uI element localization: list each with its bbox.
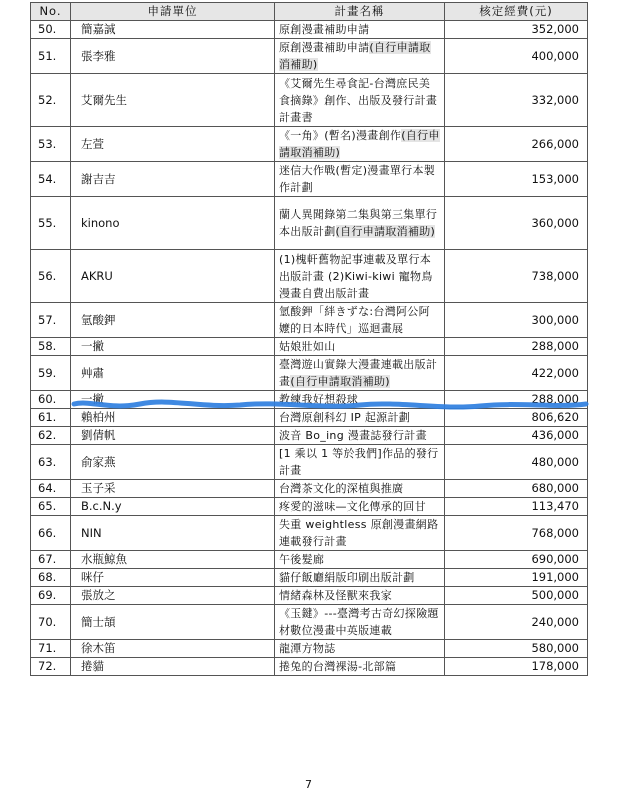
row-no — [31, 640, 71, 658]
row-unit-text: AKRU — [81, 268, 113, 283]
row-plan-text: 原創漫畫補助申請 — [279, 41, 370, 54]
row-plan-text: [1 乘以 1 等於我們]作品的發行計畫 — [279, 447, 439, 477]
row-plan-text: 貓仔飯廳絹版印刷出版計劃 — [279, 571, 415, 584]
row-fee-text: 352,000 — [531, 22, 579, 36]
table-row — [31, 356, 588, 391]
row-no — [31, 127, 71, 162]
row-plan — [275, 162, 445, 197]
row-unit — [71, 21, 275, 39]
row-unit-text: NIN — [81, 525, 102, 540]
row-plan-text: 台灣原創科幻 IP 起源計劃 — [279, 411, 411, 424]
row-no — [31, 409, 71, 427]
row-no — [31, 516, 71, 551]
row-plan-text: 情緒森林及怪獸來我家 — [279, 589, 392, 602]
row-fee — [445, 569, 588, 587]
row-no-text: 66. — [38, 525, 57, 540]
row-unit — [71, 427, 275, 445]
row-unit-text: 一撇 — [81, 339, 104, 353]
row-plan-text: 《艾爾先生尋食記-台灣庶民美食摘錄》創作、出版及發行計畫 計畫書 — [279, 76, 438, 124]
row-plan-text: 失重 weightless 原創漫畫網路連載發行計畫 — [279, 518, 439, 548]
row-no-text: 60. — [38, 392, 57, 406]
row-no — [31, 587, 71, 605]
row-plan — [275, 21, 445, 39]
row-fee-text: 288,000 — [531, 339, 579, 353]
row-plan-note: (自行申請取消補助) — [279, 129, 440, 159]
row-plan — [275, 127, 445, 162]
row-plan — [275, 498, 445, 516]
table-row — [31, 391, 588, 409]
row-fee — [445, 640, 588, 658]
row-no — [31, 658, 71, 676]
row-unit — [71, 445, 275, 480]
row-unit — [71, 303, 275, 338]
header-no: No. — [31, 3, 71, 21]
header-row — [31, 3, 588, 21]
row-no-text: 52. — [38, 92, 57, 107]
row-fee — [445, 445, 588, 480]
row-unit — [71, 498, 275, 516]
row-unit-text: 徐木笛 — [81, 641, 116, 655]
row-plan — [275, 197, 445, 250]
row-no — [31, 391, 71, 409]
row-no-text: 54. — [38, 171, 57, 186]
table-row — [31, 127, 588, 162]
row-no-text: 71. — [38, 641, 57, 655]
row-fee — [445, 21, 588, 39]
table-row — [31, 409, 588, 427]
row-plan — [275, 445, 445, 480]
row-fee — [445, 250, 588, 303]
row-fee — [445, 605, 588, 640]
row-fee — [445, 39, 588, 74]
row-fee — [445, 480, 588, 498]
row-unit — [71, 516, 275, 551]
row-fee-text: 806,620 — [531, 410, 579, 424]
table-row — [31, 39, 588, 74]
row-plan-text: 迷信大作戰(暫定)漫畫單行本製作計劃 — [279, 164, 436, 194]
row-unit — [71, 39, 275, 74]
row-fee — [445, 338, 588, 356]
row-plan-text: 氫酸鉀「絆きずな:台灣阿公阿嬤的日本時代」巡迴畫展 — [279, 305, 430, 335]
row-fee-text: 113,470 — [531, 499, 579, 513]
row-plan-note: (自行申請取消補助) — [290, 375, 390, 388]
row-plan-note: (自行申請取消補助) — [279, 41, 431, 71]
row-unit — [71, 605, 275, 640]
row-no-text: 67. — [38, 552, 57, 566]
row-unit — [71, 587, 275, 605]
row-fee-text: 580,000 — [531, 641, 579, 655]
row-unit — [71, 391, 275, 409]
row-unit-text: 氫酸鉀 — [81, 312, 116, 327]
row-fee — [445, 162, 588, 197]
row-fee-text: 240,000 — [531, 614, 579, 629]
row-unit-text: 張放之 — [81, 588, 116, 602]
row-fee — [445, 197, 588, 250]
row-unit — [71, 409, 275, 427]
table-row — [31, 640, 588, 658]
page-number: 7 — [305, 778, 312, 791]
row-unit — [71, 250, 275, 303]
row-plan — [275, 391, 445, 409]
row-unit-text: 簡嘉誠 — [81, 22, 116, 36]
row-fee — [445, 409, 588, 427]
row-no — [31, 356, 71, 391]
row-unit — [71, 640, 275, 658]
row-plan — [275, 303, 445, 338]
header-unit: 申請單位 — [71, 3, 275, 21]
row-unit-text: B.c.N.y — [81, 499, 122, 513]
row-no — [31, 605, 71, 640]
row-no-text: 53. — [38, 136, 57, 151]
header-plan: 計畫名稱 — [275, 3, 445, 21]
row-fee-text: 360,000 — [531, 215, 579, 230]
row-plan — [275, 480, 445, 498]
row-unit-text: 賴柏州 — [81, 410, 116, 424]
row-plan — [275, 640, 445, 658]
row-plan-text: 午後髮廊 — [279, 553, 325, 566]
row-plan-text: 《一角》(暫名)漫畫創作 — [279, 129, 402, 142]
row-unit-text: kinono — [81, 215, 120, 230]
row-no-text: 62. — [38, 428, 57, 442]
row-plan-text: 台灣茶文化的深植與推廣 — [279, 482, 404, 495]
row-fee-text: 422,000 — [531, 365, 579, 380]
row-unit-text: 劉倩帆 — [81, 428, 116, 442]
row-unit-text: 簡士頡 — [81, 614, 116, 629]
row-plan-text: 《玉鍵》---臺灣考古奇幻探險題材數位漫畫中英版連載 — [279, 607, 439, 637]
row-fee-text: 191,000 — [531, 570, 579, 584]
row-fee-text: 300,000 — [531, 312, 579, 327]
row-plan — [275, 658, 445, 676]
row-no-text: 68. — [38, 570, 57, 584]
row-no-text: 56. — [38, 268, 57, 283]
row-plan — [275, 605, 445, 640]
row-plan — [275, 569, 445, 587]
row-unit — [71, 197, 275, 250]
row-unit — [71, 569, 275, 587]
row-no — [31, 39, 71, 74]
table-row — [31, 480, 588, 498]
row-unit-text: 艾爾先生 — [81, 92, 127, 107]
row-no-text: 61. — [38, 410, 57, 424]
table-row — [31, 498, 588, 516]
row-no — [31, 303, 71, 338]
row-fee-text: 738,000 — [531, 268, 579, 283]
row-fee — [445, 658, 588, 676]
row-plan — [275, 250, 445, 303]
row-unit-text: 艸肅 — [81, 365, 104, 380]
row-fee-text: 500,000 — [531, 588, 579, 602]
row-no — [31, 74, 71, 127]
row-no-text: 50. — [38, 22, 57, 36]
row-unit — [71, 74, 275, 127]
row-no-text: 69. — [38, 588, 57, 602]
row-unit — [71, 356, 275, 391]
row-unit — [71, 338, 275, 356]
row-plan — [275, 551, 445, 569]
row-fee — [445, 587, 588, 605]
row-fee — [445, 127, 588, 162]
row-no — [31, 445, 71, 480]
row-plan — [275, 338, 445, 356]
row-no — [31, 250, 71, 303]
row-no-text: 59. — [38, 365, 57, 380]
row-no — [31, 480, 71, 498]
table-row — [31, 74, 588, 127]
row-no-text: 65. — [38, 499, 57, 513]
row-no — [31, 498, 71, 516]
row-fee — [445, 303, 588, 338]
table-row — [31, 250, 588, 303]
header-fee: 核定經費(元) — [445, 3, 588, 21]
row-plan-text: 臺灣遊山實錄大漫畫連載出版計畫 — [279, 358, 438, 388]
row-no — [31, 21, 71, 39]
table-row — [31, 551, 588, 569]
row-plan — [275, 587, 445, 605]
row-fee — [445, 551, 588, 569]
row-fee-text: 436,000 — [531, 428, 579, 442]
row-plan — [275, 356, 445, 391]
table-row — [31, 569, 588, 587]
row-plan-text: 捲兔的台灣裸湯-北部篇 — [279, 660, 397, 673]
row-fee-text: 153,000 — [531, 171, 579, 186]
row-plan — [275, 74, 445, 127]
row-no — [31, 551, 71, 569]
row-no — [31, 162, 71, 197]
row-no-text: 72. — [38, 659, 57, 673]
row-no-text: 51. — [38, 48, 57, 63]
row-no — [31, 338, 71, 356]
row-unit-text: 玉子采 — [81, 481, 116, 495]
row-fee — [445, 356, 588, 391]
row-plan — [275, 516, 445, 551]
row-plan-text: 蘭人異聞錄第二集與第三集單行本出版計劃 — [279, 208, 438, 238]
row-plan-text: 姑娘壯如山 — [279, 340, 336, 353]
row-unit-text: 咪仔 — [81, 570, 104, 584]
row-fee-text: 288,000 — [531, 392, 579, 406]
row-no — [31, 427, 71, 445]
row-no-text: 64. — [38, 481, 57, 495]
row-unit-text: 張李雅 — [81, 48, 116, 63]
row-unit — [71, 162, 275, 197]
row-no-text: 58. — [38, 339, 57, 353]
row-plan-text: 疼愛的滋味—文化傳承的回甘 — [279, 500, 426, 513]
row-fee — [445, 391, 588, 409]
table-row — [31, 587, 588, 605]
row-no — [31, 197, 71, 250]
row-plan-text: (1)槐軒舊物記事連載及單行本出版計畫 (2)Kiwi-kiwi 寵物鳥漫畫自費出版計畫 — [279, 252, 433, 300]
table-row — [31, 162, 588, 197]
row-plan-note: (自行申請取消補助) — [335, 225, 436, 238]
row-fee-text: 480,000 — [531, 454, 579, 469]
row-no — [31, 569, 71, 587]
row-no-text: 63. — [38, 454, 57, 469]
row-plan-text: 原創漫畫補助申請 — [279, 23, 370, 36]
row-unit-text: 謝吉吉 — [81, 171, 116, 186]
row-fee-text: 178,000 — [531, 659, 579, 673]
table-row — [31, 605, 588, 640]
row-unit — [71, 480, 275, 498]
row-unit-text: 左萱 — [81, 136, 104, 151]
table-row — [31, 21, 588, 39]
row-no-text: 55. — [38, 215, 57, 230]
table-row — [31, 427, 588, 445]
row-fee-text: 266,000 — [531, 136, 579, 151]
table-row — [31, 658, 588, 676]
row-unit-text: 一撇 — [81, 392, 104, 406]
row-fee — [445, 498, 588, 516]
row-unit-text: 俞家燕 — [81, 454, 116, 469]
row-unit — [71, 658, 275, 676]
row-unit-text: 捲貓 — [81, 659, 104, 673]
row-plan-text: 龍潭方物誌 — [279, 642, 336, 655]
row-unit — [71, 127, 275, 162]
row-plan-text: 波音 Bo_ing 漫畫誌發行計畫 — [279, 429, 427, 442]
table-row — [31, 303, 588, 338]
row-fee — [445, 427, 588, 445]
row-unit — [71, 551, 275, 569]
row-plan — [275, 39, 445, 74]
table-row — [31, 516, 588, 551]
row-fee — [445, 74, 588, 127]
row-plan — [275, 427, 445, 445]
table-row — [31, 445, 588, 480]
row-unit-text: 水瓶鯨魚 — [81, 552, 127, 566]
row-fee-text: 690,000 — [531, 552, 579, 566]
row-fee-text: 332,000 — [531, 92, 579, 107]
row-no-text: 70. — [38, 614, 57, 629]
grant-table — [30, 2, 588, 676]
row-no-text: 57. — [38, 312, 57, 327]
row-fee-text: 400,000 — [531, 48, 579, 63]
row-plan-text: 教練我好想殺球 — [279, 393, 359, 406]
row-plan — [275, 409, 445, 427]
row-fee-text: 768,000 — [531, 525, 579, 540]
row-fee — [445, 516, 588, 551]
table-row — [31, 338, 588, 356]
row-fee-text: 680,000 — [531, 481, 579, 495]
table-row — [31, 197, 588, 250]
